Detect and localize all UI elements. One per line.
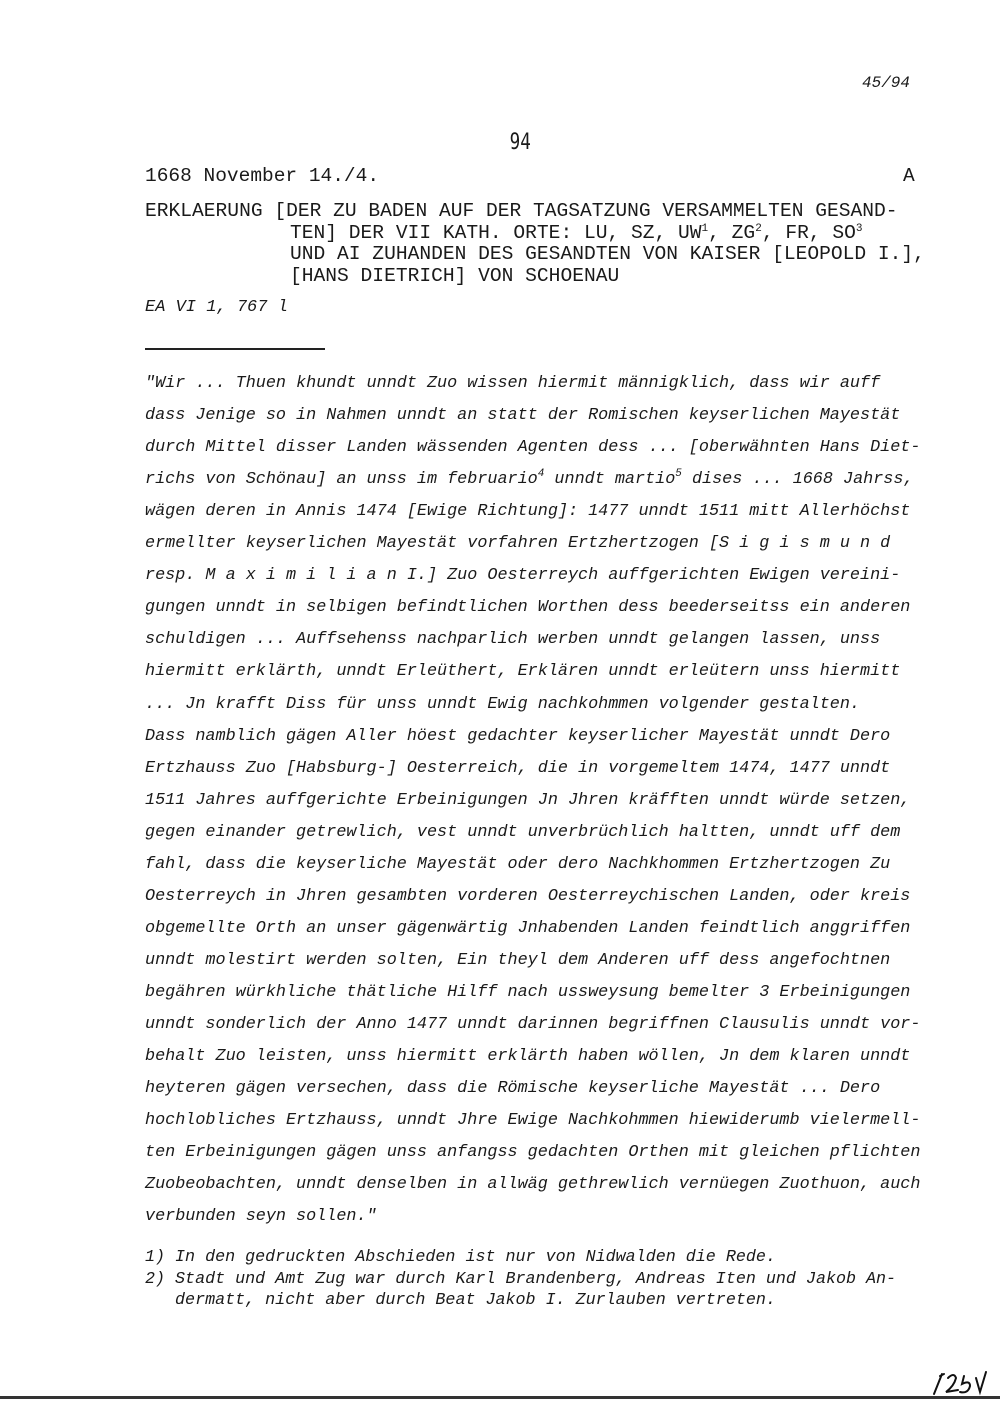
text-line [145, 596, 910, 620]
text-segment: ten Erbeinigungen gägen unss anfangss gedachten Orthen mit gleichen pflichten [145, 1143, 921, 1163]
text-line [145, 725, 890, 749]
text-segment: schuldigen ... Auffsehenss nachparlich werben unndt gelangen lassen, unss [145, 630, 881, 650]
footnote-marker: 2 [755, 222, 762, 235]
text-line [145, 949, 890, 973]
text-segment: UND AI ZUHANDEN DES GESANDTEN VON KAISER [LEOPOLD I.], [290, 243, 925, 265]
text-segment: unndt molestirt werden solten, Ein theyl dem Anderen uff dess angefochtnen [145, 950, 891, 970]
text-segment: ERKLAERUNG [DER ZU BADEN AUF DER TAGSATZUNG VERSAMMELTEN GESAND- [145, 200, 898, 222]
text-line [145, 372, 880, 396]
heading-line [290, 222, 863, 244]
text-line [145, 564, 900, 588]
text-line [145, 1077, 880, 1101]
text-segment: gungen unndt in selbigen befindtlichen Worthen dess beederseitss ein anderen [145, 598, 911, 618]
text-line [145, 404, 900, 428]
document-letter: A [903, 165, 915, 187]
text-line [145, 468, 914, 492]
text-segment: 1) In den gedruckten Abschieden ist nur von Nidwalden die Rede. [145, 1248, 776, 1267]
text-segment: TEN] DER VII KATH. ORTE: LU, SZ, UW [290, 221, 702, 244]
text-segment: dass Jenige so in Nahmen unndt an statt der Romischen keyserlichen Mayestät [145, 406, 901, 426]
document-number: 94 [509, 130, 531, 155]
text-segment: obgemellte Orth an unser gägenwärtig Jnhabenden Landen feindtlich anggriffen [145, 918, 911, 938]
heading-line [145, 200, 898, 222]
text-segment: unndt sonderlich der Anno 1477 unndt darinnen begriffnen Clausulis unndt vor- [145, 1015, 921, 1034]
text-segment: verbunden seyn sollen." [145, 1207, 377, 1227]
text-line [145, 1173, 920, 1197]
text-line [145, 917, 910, 941]
text-segment: , FR, SO [761, 221, 856, 244]
text-segment: ermellter keyserlichen Mayestät vorfahren Ertzhertzogen [S i g i s m u n d [145, 534, 891, 554]
text-line [145, 1045, 910, 1069]
text-segment: durch Mittel disser Landen wässenden Agenten dess ... [oberwähnten Hans Diet- [145, 438, 921, 458]
text-segment: Oesterreych in Jhren gesambten vorderen Oesterreychischen Landen, oder kreis [145, 886, 911, 906]
text-line [145, 981, 910, 1005]
text-segment: begähren würkhliche thätliche Hilff nach ussweysung bemelter 3 Erbeinigungen [145, 982, 911, 1002]
text-segment: hiermitt erklärth, unndt Erleüthert, Erklären unndt erleütern unss hiermitt [145, 662, 901, 682]
text-segment: [HANS DIETRICH] VON SCHOENAU [290, 264, 620, 287]
text-segment: behalt Zuo leisten, unss hiermitt erklärth haben wöllen, Jn dem klaren unndt [145, 1047, 911, 1067]
footnote-line [145, 1247, 776, 1268]
text-segment: dises ... 1668 Jahrss, [681, 470, 914, 490]
page-number: 45/94 [862, 74, 911, 92]
heading-line [290, 265, 619, 287]
text-segment: Ertzhauss Zuo [Habsburg-] Oesterreich, die in vorgemeltem 1474, 1477 unndt [145, 758, 891, 778]
text-line [145, 532, 890, 556]
text-segment: fahl, dass die keyserliche Mayestät oder dero Nachkhommen Ertzhertzogen Zu [145, 854, 891, 874]
text-segment: heyteren gägen versechen, dass die Römische keyserliche Mayestät ... Dero [145, 1079, 881, 1099]
text-segment: unndt martio [544, 470, 676, 490]
text-line [145, 500, 910, 524]
text-line [145, 1109, 920, 1133]
text-segment: 2) Stadt und Amt Zug war durch Karl Brandenberg, Andreas Iten und Jakob An- [145, 1269, 897, 1289]
text-line [145, 436, 920, 460]
text-segment: wägen deren in Annis 1474 [Ewige Richtung]: 1477 unndt 1511 mitt Allerhöchst [145, 502, 911, 522]
heading-line [290, 243, 925, 265]
text-segment: dermatt, nicht aber durch Beat Jakob I. Zurlauben vertreten. [145, 1291, 776, 1310]
text-line [145, 628, 880, 652]
text-line [145, 789, 910, 813]
text-line [145, 821, 900, 845]
footnote-marker: 1 [701, 222, 709, 235]
source-reference: EA VI 1, 767 l [145, 298, 288, 317]
text-line [145, 1205, 377, 1229]
text-segment: 1511 Jahres auffgerichte Erbeinigungen Jn Jhren kräfften unndt würde setzen, [145, 790, 911, 810]
text-segment: richs von Schönau] an unss im februario [145, 470, 538, 490]
text-line [145, 853, 890, 877]
text-segment: ... Jn krafft Diss für unss unndt Ewig nachkohmmen volgender gestalten. [145, 694, 860, 714]
text-line [145, 757, 890, 781]
footnote-marker: 5 [675, 468, 682, 481]
footnote-marker: 4 [537, 468, 545, 481]
text-segment: Dass namblich gägen Aller höest gedachter keyserlicher Mayestät unndt Dero [145, 726, 891, 746]
footnote-line [145, 1290, 776, 1311]
text-line [145, 1013, 920, 1037]
divider [145, 348, 325, 350]
text-segment: resp. M a x i m i l i a n I.] Zuo Oesterreych auffgerichten Ewigen vereini- [145, 566, 901, 586]
text-segment: gegen einander getrewlich, vest unndt unverbrüchlich haltten, unndt uff dem [145, 822, 901, 842]
text-segment: hochlobliches Ertzhauss, unndt Jhre Ewige Nachkohmmen hiewiderumb vielermell- [145, 1111, 921, 1131]
document-date: 1668 November 14./4. [145, 165, 380, 187]
text-segment: "Wir ... Thuen khundt unndt Zuo wissen hiermit männigklich, dass wir auff [145, 374, 881, 393]
text-line [145, 660, 900, 684]
text-line [145, 1141, 920, 1165]
text-line [145, 693, 860, 717]
text-segment: Zuobeobachten, unndt denselben in allwäg gethrewlich vernüegen Zuothuon, auch [145, 1175, 921, 1195]
text-segment: , ZG [708, 221, 756, 244]
footnote-marker: 3 [855, 222, 863, 235]
text-line [145, 885, 910, 909]
footnote-line [145, 1269, 896, 1290]
